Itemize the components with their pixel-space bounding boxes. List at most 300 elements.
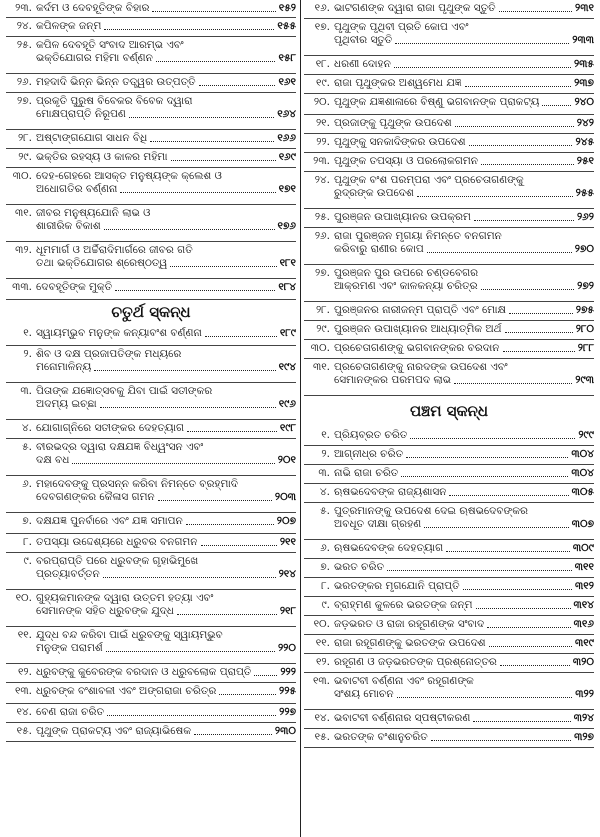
toc-entry-page-number: ୧୬୯	[278, 151, 296, 163]
toc-entry-title-line: ମନୁଙ୍କ ପରାମର୍ଶ	[36, 642, 103, 654]
toc-entry-page-number: ୨୪୫	[575, 136, 594, 148]
toc-entry[interactable]	[6, 723, 296, 742]
toc-entry-title-line: ଅବଧୂତ ଦୀକ୍ଷା ଗ୍ରହଣ	[334, 518, 422, 530]
dot-leader	[410, 438, 575, 439]
toc-entry-title-line: ରାଜା ପୁରଞ୍ଜନ ମୃଗୟା ନିମନ୍ତେ ବନଗମନ	[334, 230, 502, 242]
toc-entry-number: ୧୧.	[17, 629, 32, 641]
toc-entry-title-line: ଧୂମମାର୍ଗ ଓ ଅର୍ଚ୍ଚିରାଦିମାର୍ଗରେ ଜୀବର ଗତି	[36, 244, 193, 256]
toc-entry-page-number: ୧୬୬	[277, 132, 296, 144]
toc-entry-page-number: ୨୯୯	[578, 429, 594, 441]
toc-entry-number: ୨୭.	[315, 267, 330, 279]
toc-entry-number: ୩.	[20, 385, 32, 397]
toc-entry-page-number: ୩୧୨	[575, 580, 594, 592]
toc-entry-title-line: ଭବାଟବୀ ବର୍ଣ୍ଣନା ଏବଂ ରହୂଗଣଙ୍କ	[334, 675, 474, 687]
toc-entry-page-number: ୩୧୯	[575, 637, 594, 649]
toc-entry[interactable]	[304, 559, 594, 578]
toc-entry[interactable]	[6, 683, 296, 704]
toc-entry-number: ୧୧.	[315, 637, 330, 649]
toc-entry-number: ୮.	[321, 580, 330, 592]
toc-entry-title-line: ଶିବ ଓ ଦକ୍ଷ ପ୍ରଜାପତିଙ୍କ ମଧ୍ୟରେ	[36, 348, 182, 360]
toc-entry[interactable]	[304, 503, 594, 540]
dot-leader	[454, 383, 572, 384]
section-heading: ପଞ୍ଚମ ସ୍କନ୍ଧ	[409, 402, 489, 420]
toc-entry-page-number: ୨୯୩	[575, 374, 594, 386]
toc-entry-title-line: ଧ୍ରୁବଙ୍କୁ କୁବେରଙ୍କ ବରଦାନ ଓ ଧ୍ରୁବଲୋକ ପ୍ରାପ୍ତି	[36, 666, 252, 678]
toc-entry-title-line: ପ୍ରିୟବ୍ରତ ଚରିତ	[334, 429, 408, 441]
toc-entry-page-number: ୧୯୬	[278, 398, 296, 410]
toc-entry[interactable]	[304, 635, 594, 654]
toc-entry-page-number: ୩୦୫	[571, 486, 594, 498]
toc-entry[interactable]	[304, 673, 594, 710]
left-column	[6, 0, 296, 742]
dot-leader	[72, 463, 274, 464]
toc-entry-page-number: ୩୧୧	[574, 561, 594, 573]
toc-entry-title-line: ବେଣ ରାଜା ଚରିତ	[36, 706, 104, 718]
dot-leader	[476, 608, 571, 609]
dot-leader	[469, 145, 573, 146]
dot-leader	[152, 11, 275, 12]
dot-leader	[474, 220, 574, 221]
toc-entry-page-number: ୧୫୫	[277, 20, 296, 32]
toc-entry[interactable]	[6, 37, 296, 74]
toc-entry-page-number: ୨୧୧	[279, 536, 296, 548]
toc-entry-title-line: ଦକ୍ଷ ବଧ	[36, 454, 70, 466]
toc-entry-title-line: ପୁରଞ୍ଜନର ନାରୀଜନ୍ମ ପ୍ରାପ୍ତି ଏବଂ ମୋକ୍ଷ	[334, 304, 506, 316]
dot-leader	[171, 160, 276, 161]
toc-entry-title-line: ରାଜା ପୃଥୁଙ୍କର ଅଶ୍ୱମେଧ ଯଜ୍ଞ	[334, 77, 462, 89]
toc-entry-page-number: ୨୮୮	[577, 342, 594, 354]
toc-entry-page-number: ୨୪୦	[574, 96, 594, 108]
dot-leader	[509, 313, 573, 314]
toc-entry-title-line: ଆକ୍ରମଣ ଏବଂ କାଳକନ୍ୟା ଚରିତ୍ର	[334, 280, 478, 292]
toc-entry[interactable]	[6, 168, 296, 205]
toc-entry[interactable]	[304, 540, 594, 559]
section-heading: ଚତୁର୍ଥ ସ୍କନ୍ଧ	[111, 303, 191, 321]
toc-entry-page-number: ୧୯୪	[278, 361, 296, 373]
toc-entry-page-number: ୧୮୪	[278, 281, 296, 293]
toc-entry[interactable]	[6, 279, 296, 300]
toc-entry-number: ୧.	[321, 429, 330, 441]
toc-entry-number: ୨୯.	[18, 151, 32, 163]
toc-entry-page-number: ୩୧୬	[573, 618, 594, 630]
toc-entry-page-number: ୨୩୧	[575, 2, 594, 14]
toc-entry[interactable]	[6, 627, 296, 664]
toc-entry-title-line: ଋଷଭଦେବଙ୍କ ଦେହତ୍ୟାଗ	[334, 542, 444, 554]
toc-entry-page-number: ୨୭୫	[575, 304, 594, 316]
toc-entry[interactable]	[6, 476, 296, 513]
toc-entry-number: ୧.	[23, 327, 32, 339]
toc-entry-title-line: ଭରତ ଚରିତ	[334, 561, 384, 573]
toc-entry[interactable]	[304, 228, 594, 265]
toc-entry-title-line: ଭରତଙ୍କର ମୃଗଯୋନି ପ୍ରାପ୍ତି	[334, 580, 460, 592]
toc-entry[interactable]	[6, 149, 296, 168]
toc-entry-number: ୧୦.	[313, 618, 330, 630]
dot-leader	[199, 85, 276, 86]
dot-leader	[463, 589, 572, 590]
toc-entry-page-number: ୨୭୦	[574, 243, 594, 255]
toc-entry[interactable]	[304, 616, 594, 635]
toc-entry-page-number: ୩୦୪	[571, 448, 594, 460]
toc-entry-page-number: ୩୨୦	[572, 656, 594, 668]
toc-entry-title-line: ନାଭି ରାଜା ଚରିତ	[334, 467, 399, 479]
toc-entry-number: ୭.	[22, 515, 32, 527]
toc-entry[interactable]	[6, 383, 296, 420]
dot-leader	[489, 646, 572, 647]
toc-entry-number: ୫.	[22, 441, 32, 453]
toc-entry[interactable]	[6, 346, 296, 383]
toc-entry-number: ୩୨.	[15, 244, 32, 256]
dot-leader	[150, 141, 274, 142]
toc-entry[interactable]	[6, 130, 296, 149]
toc-entry-number: ୬.	[320, 542, 330, 554]
toc-entry-number: ୨.	[23, 348, 32, 360]
toc-entry-title-line: ଧରଣୀ ଦୋହନ	[334, 58, 391, 70]
toc-entry-number: ୧୫.	[314, 731, 330, 743]
dot-leader	[465, 86, 571, 87]
toc-entry-title-line: ପୃଥିବୀର ସ୍ତୁତି	[334, 34, 393, 46]
toc-entry-number: ୩୦.	[310, 342, 330, 354]
toc-entry[interactable]	[6, 74, 296, 93]
toc-entry-title-line: ଭବାଟବୀ ବର୍ଣ୍ଣନାର ସ୍ପଷ୍ଟୀକରଣ	[334, 712, 471, 724]
toc-entry-page-number: ୨୧୪	[278, 568, 296, 580]
toc-entry-number: ୨୨.	[316, 136, 330, 148]
toc-entry-number: ୨୦.	[313, 96, 330, 108]
dot-leader	[499, 11, 572, 12]
toc-entry-number: ୨୬.	[314, 230, 330, 242]
toc-entry-number: ୧୯.	[315, 77, 330, 89]
toc-entry[interactable]	[304, 265, 594, 302]
toc-entry[interactable]	[304, 578, 594, 597]
toc-entry-title-line: ପ୍ରତ୍ୟାବର୍ତ୍ତନ	[36, 568, 100, 580]
toc-entry-title-line: କର୍ଦମ ଓ ଦେବହୂତିଙ୍କ ବିହାର	[36, 2, 150, 14]
right-column	[304, 0, 594, 748]
dot-leader	[387, 570, 572, 571]
toc-entry-number: ୪.	[319, 486, 330, 498]
toc-entry-title-line: ଧ୍ରୁବଙ୍କ ବଂଶାବଳୀ ଏବଂ ଅଙ୍ଗରାଜା ଚରିତ୍ର	[36, 685, 217, 697]
toc-entry-page-number: ୨୩୭	[574, 77, 594, 89]
toc-entry-title-line: ଦେବଗଣଙ୍କର କୈଳାସ ଗମନ	[36, 491, 155, 503]
toc-entry-title-line: ପ୍ରଚେତାଗଣଙ୍କୁ ଭଗବାନଙ୍କର ବରଦାନ	[334, 342, 500, 354]
dot-leader	[170, 266, 276, 267]
toc-entry-page-number: ୩୦୪	[571, 467, 594, 479]
toc-entry-number: ୨୪.	[314, 174, 330, 186]
dot-leader	[424, 527, 569, 528]
toc-entry-page-number: ୨୨୨	[280, 666, 296, 678]
toc-entry-number: ୨୫.	[314, 211, 330, 223]
toc-entry-title-line: ପ୍ରଜାଙ୍କୁ ପୃଥୁଙ୍କ ଉପଦେଶ	[334, 117, 452, 129]
toc-entry-number: ୧୫.	[16, 725, 32, 737]
toc-entry-title-line: ପ୍ରକୃତି ପୁରୁଷ ବିବେକର ବିବେକ ଦ୍ୱାରା	[36, 95, 193, 107]
toc-entry-title-line: ଯୁଦ୍ଧ ବନ୍ଦ କରିବା ପାଇଁ ଧ୍ରୁବଙ୍କୁ ସ୍ୱାୟମ୍ଭୁବ	[36, 629, 223, 641]
toc-entry-page-number: ୨୦୧	[277, 454, 296, 466]
dot-leader	[177, 614, 277, 615]
dot-leader	[542, 105, 571, 106]
toc-entry-title-line: ଅଦମ୍ୟ ଇଚ୍ଛା	[36, 398, 97, 410]
toc-entry-number: ୨.	[321, 448, 330, 460]
toc-entry-number: ୪.	[21, 422, 32, 434]
dot-leader	[446, 551, 570, 552]
dot-leader	[156, 61, 276, 62]
toc-entry[interactable]	[304, 0, 594, 19]
toc-entry[interactable]	[6, 664, 296, 683]
toc-entry-page-number: ୩୨୨	[575, 688, 594, 700]
toc-entry-title-line: ମୋକ୍ଷପ୍ରାପ୍ତି ନିରୂପଣ	[36, 108, 126, 120]
toc-entry-title-line: ମନୋମାଳିନ୍ୟ	[36, 361, 92, 373]
toc-entry-page-number: ୧୯୮	[279, 422, 296, 434]
toc-entry-page-number: ୩୦୭	[571, 518, 594, 530]
toc-entry-title-line: ଜୀବର ମନୁଷ୍ୟଯୋନି ଲାଭ ଓ	[36, 207, 151, 219]
toc-entry[interactable]	[304, 115, 594, 134]
toc-entry[interactable]	[304, 302, 594, 321]
toc-entry[interactable]	[304, 19, 594, 56]
toc-entry-title-line: ମହଦାଦି ଭିନ୍ନ ଭିନ୍ନ ତତ୍ତ୍ୱର ଉତ୍ପତ୍ତି	[36, 76, 196, 88]
toc-entry-number: ୧୪.	[314, 712, 330, 724]
toc-entry-title-line: ଆଗ୍ନୀଧ୍ର ଚରିତ	[334, 448, 404, 460]
toc-entry-title-line: ଶାରୀରିକ ବିକାଶ	[36, 220, 101, 232]
dot-leader	[427, 252, 572, 253]
dot-leader	[187, 431, 277, 432]
dot-leader	[473, 721, 570, 722]
dot-leader	[397, 697, 573, 698]
dot-leader	[94, 370, 275, 371]
toc-entry[interactable]	[304, 340, 594, 359]
toc-entry[interactable]	[304, 172, 594, 209]
dot-leader	[481, 289, 575, 290]
toc-entry-number: ୩୩.	[12, 281, 32, 293]
toc-entry-number: ୬.	[22, 478, 32, 490]
toc-entry[interactable]	[6, 704, 296, 723]
toc-entry-title-line: ଅଧୋଗତିର ବର୍ଣ୍ଣନା	[36, 183, 118, 195]
toc-entry-page-number: ୨୦୩	[274, 491, 296, 503]
toc-entry[interactable]	[6, 590, 296, 627]
toc-entry-page-number: ୩୨୭	[574, 731, 594, 743]
toc-entry-number: ୨୬.	[16, 76, 32, 88]
toc-entry-number: ୧୨.	[17, 666, 32, 678]
toc-entry[interactable]	[6, 534, 296, 553]
toc-entry-title-line: ତଥା ଭକ୍ତିଯୋଗର ଶ୍ରେଷ୍ଠତ୍ୱ	[36, 257, 168, 269]
dot-leader	[449, 495, 568, 496]
toc-entry-number: ୨୮.	[315, 304, 330, 316]
toc-entry[interactable]	[304, 134, 594, 153]
toc-entry[interactable]	[304, 75, 594, 94]
dot-leader	[201, 545, 277, 546]
toc-entry-page-number: ୩୨୪	[573, 712, 594, 724]
toc-entry-page-number: ୨୮୦	[575, 323, 594, 335]
toc-entry-page-number: ୨୭୨	[577, 280, 594, 292]
toc-entry-title-line: ମହାଦେବଙ୍କୁ ପ୍ରସନ୍ନ କରିବା ନିମନ୍ତେ ବ୍ରହ୍ମାଦି	[36, 478, 239, 490]
toc-entry[interactable]	[6, 513, 296, 534]
toc-entry-title-line: ରହୂଗଣ ଓ ଜଡ଼ଭରତଙ୍କ ପ୍ରଶ୍ନୋତ୍ତର	[334, 656, 497, 668]
toc-entry-page-number: ୨୫୧	[576, 155, 594, 167]
toc-entry-title-line: ବ୍ରାହ୍ମଣ କୁଳରେ ଭରତଙ୍କ ଜନ୍ମ	[334, 599, 473, 611]
toc-entry-title-line: ଦେହ-ଗେହରେ ଆସକ୍ତ ମନୁଷ୍ୟଙ୍କ କ୍ଲେଶ ଓ	[36, 170, 222, 182]
toc-entry-title-line: ଅଷ୍ଟାଙ୍ଗଯୋଗ ସାଧନ ବିଧି	[36, 132, 148, 144]
toc-entry-number: ୫.	[320, 505, 330, 517]
dot-leader	[106, 651, 275, 652]
toc-entry[interactable]	[6, 420, 296, 439]
dot-leader	[503, 351, 575, 352]
toc-entry[interactable]	[6, 18, 296, 37]
toc-entry-page-number: ୨୨୭	[279, 706, 296, 718]
dot-leader	[129, 117, 274, 118]
toc-entry-title-line: ପିତାଙ୍କ ଯଜ୍ଞୋତ୍ସବକୁ ଯିବା ପାଇଁ ସତୀଙ୍କର	[36, 385, 213, 397]
toc-entry[interactable]	[6, 325, 296, 346]
toc-entry-title-line: ବରପ୍ରାପ୍ତି ପରେ ଧ୍ରୁବଙ୍କ ଗୃହାଭିମୁଖେ	[36, 555, 199, 567]
dot-leader	[401, 476, 568, 477]
toc-entry-title-line: ଭକ୍ତିର ରହସ୍ୟ ଓ କାଳର ମହିମା	[36, 151, 168, 163]
toc-entry-page-number: ୨୨୫	[278, 685, 296, 697]
toc-entry[interactable]	[304, 153, 594, 172]
dot-leader	[158, 500, 272, 501]
toc-entry-title-line: ଋଷଭଦେବଙ୍କ ରାଜ୍ୟଶାସନ	[334, 486, 447, 498]
toc-entry[interactable]	[304, 446, 594, 465]
toc-entry-title-line: ପୃଥୁଙ୍କ ଯଜ୍ଞଶାଳାରେ ବିଷ୍ଣୁ ଭଗବାନଙ୍କ ପ୍ରାକଟ୍ୟ	[334, 96, 540, 108]
toc-entry-number: ୯.	[321, 599, 330, 611]
toc-entry-number: ୧୮.	[315, 58, 330, 70]
toc-entry-title-line: ତପସ୍ୟା ଉଦ୍ଦେଶ୍ୟରେ ଧ୍ରୁବର ବନଗମନ	[36, 536, 198, 548]
toc-entry-title-line: ରୁଦ୍ରଙ୍କ ଉପଦେଶ	[334, 187, 414, 199]
dot-leader	[103, 577, 276, 578]
toc-entry-number: ୭.	[320, 561, 330, 573]
toc-entry-number: ୧୩.	[312, 675, 330, 687]
toc-entry-number: ୨୪.	[16, 20, 32, 32]
toc-entry[interactable]	[6, 93, 296, 130]
toc-entry-page-number: ୨୩୦	[274, 725, 296, 737]
toc-entry-title-line: ପୃଥୁଙ୍କୁ ସନକାଦିଙ୍କର ଉପଦେଶ	[334, 136, 466, 148]
dot-leader	[394, 67, 571, 68]
toc-entry-title-line: ପୁରଞ୍ଜନ ଉପାଖ୍ୟାନର ଉପକ୍ରମ	[334, 211, 471, 223]
toc-entry[interactable]	[304, 729, 594, 748]
toc-entry-title-line: ସ୍ୱାୟମ୍ଭୁବ ମନୁଙ୍କ କନ୍ୟାବଂଶ ବର୍ଣ୍ଣନା	[36, 327, 202, 339]
toc-entry[interactable]	[6, 553, 296, 590]
toc-entry[interactable]	[304, 465, 594, 484]
toc-entry-title-line: ଜଡ଼ଭରତ ଓ ରାଜା ରହୂଗଣଙ୍କ ସଂବାଦ	[334, 618, 485, 630]
toc-entry[interactable]	[304, 321, 594, 340]
toc-entry[interactable]	[6, 205, 296, 242]
toc-entry-number: ୧୩.	[14, 685, 32, 697]
toc-entry[interactable]	[304, 359, 594, 396]
toc-entry[interactable]	[304, 209, 594, 228]
toc-entry-page-number: ୧୭୬	[277, 220, 296, 232]
toc-entry-number: ୨୭.	[17, 95, 32, 107]
toc-entry-number: ୮.	[23, 536, 32, 548]
toc-entry-page-number: ୧୫୨	[278, 2, 296, 14]
toc-entry-page-number: ୨୩୩	[572, 34, 594, 46]
toc-entry-page-number: ୧୮୯	[279, 327, 296, 339]
toc-entry-number: ୩.	[318, 467, 330, 479]
toc-entry-title-line: କପିଳ ଦେବହୂତି ସଂବାଦ ଆରମ୍ଭ ଏବଂ	[36, 39, 184, 51]
toc-entry-title-line: ଭାଟଗଣଙ୍କ ଦ୍ୱାରା ରାଜା ପୃଥୁଙ୍କ ସ୍ତୁତି	[334, 2, 496, 14]
toc-entry-number: ୨୫.	[16, 39, 32, 51]
dot-leader	[487, 627, 570, 628]
toc-entry-number: ୨୧.	[315, 117, 330, 129]
dot-leader	[104, 29, 274, 30]
toc-entry-number: ୯.	[23, 555, 32, 567]
dot-leader	[455, 126, 574, 127]
toc-entry-number: ୨୩.	[15, 2, 32, 14]
dot-leader	[395, 43, 569, 44]
toc-entry[interactable]	[304, 597, 594, 616]
toc-entry-title-line: ପୁତ୍ରମାନଙ୍କୁ ଉପଦେଶ ଦେଇ ଋଷଭଦେବଙ୍କର	[334, 505, 528, 517]
toc-entry-number: ୧୭.	[314, 21, 330, 33]
toc-entry[interactable]	[6, 242, 296, 279]
toc-entry[interactable]	[304, 710, 594, 729]
toc-entry-title-line: ପୃଥୁଙ୍କ ପ୍ରାକଟ୍ୟ ଏବଂ ରାଜ୍ୟାଭିଷେକ	[36, 725, 192, 737]
toc-entry-number: ୧୨.	[315, 656, 330, 668]
column-divider	[300, 0, 301, 837]
toc-entry-title-line: ପୁରଞ୍ଜନ ଉପାଖ୍ୟାନର ଆଧ୍ୟାତ୍ମିକ ଅର୍ଥ	[334, 323, 502, 335]
toc-entry-title-line: ସେମାନଙ୍କର ପରମପଦ ଲାଭ	[334, 374, 452, 386]
dot-leader	[107, 715, 276, 716]
toc-entry-page-number: ୨୩୫	[573, 58, 594, 70]
dot-leader	[120, 192, 275, 193]
toc-entry[interactable]	[304, 94, 594, 115]
dot-leader	[205, 336, 277, 337]
dot-leader	[431, 740, 571, 741]
toc-entry-page-number: ୨୦୭	[276, 515, 296, 527]
toc-entry-title-line: ପୃଥୁଙ୍କ ପୃଥିବୀ ପ୍ରତି କୋପ ଏବଂ	[334, 21, 469, 33]
toc-entry-title-line: ବୀରଭଦ୍ର ଦ୍ୱାରା ଦକ୍ଷଯଜ୍ଞ ବିଧ୍ୱଂସନ ଏବଂ	[36, 441, 204, 453]
toc-entry-number: ୩୦.	[12, 170, 32, 182]
toc-entry-title-line: କରିବାରୁ ରାଣୀର କୋପ	[334, 243, 424, 255]
toc-entry-title-line: ଭକ୍ତିଯୋଗର ମହିମା ବର୍ଣ୍ଣନ	[36, 52, 153, 64]
dot-leader	[481, 164, 574, 165]
toc-entry-page-number: ୨୨୦	[277, 642, 296, 654]
toc-entry-title-line: ସେମାନଙ୍କ ସହିତ ଧ୍ରୁବଙ୍କ ଯୁଦ୍ଧ	[36, 605, 175, 617]
dot-leader	[406, 457, 568, 458]
toc-entry-number: ୨୮.	[17, 132, 32, 144]
toc-entry-page-number: ୧୫୮	[278, 52, 296, 64]
dot-leader	[254, 675, 277, 676]
dot-leader	[417, 196, 573, 197]
toc-entry-title-line: ପୃଥୁଙ୍କ ତପସ୍ୟା ଓ ପରଲୋକଗମନ	[334, 155, 478, 167]
toc-entry[interactable]	[6, 0, 296, 18]
toc-entry-page-number: ୩୦୯	[572, 542, 594, 554]
toc-entry-title-line: କପିଳଙ୍କ ଜନ୍ମ	[36, 20, 102, 32]
toc-entry-page-number: ୧୮୧	[279, 257, 296, 269]
dot-leader	[186, 524, 274, 525]
dot-leader	[100, 407, 276, 408]
toc-entry-page-number: ୧୬୧	[278, 76, 296, 88]
toc-entry[interactable]	[304, 56, 594, 75]
toc-entry-page-number: ୩୧୪	[573, 599, 594, 611]
toc-entry[interactable]	[304, 484, 594, 503]
toc-entry-number: ୨୯.	[316, 323, 330, 335]
dot-leader	[194, 734, 272, 735]
toc-entry-title-line: ଗୁହ୍ୟକମାନଙ୍କ ଦ୍ୱାରା ଉତ୍ତମ ହତ୍ୟା ଏବଂ	[36, 592, 214, 604]
dot-leader	[505, 332, 573, 333]
toc-entry-title-line: ପୃଥୁଙ୍କ ବଂଶ ପରମ୍ପରା ଏବଂ ପ୍ରଚେତାଗଣଙ୍କୁ	[334, 174, 524, 186]
toc-entry[interactable]	[304, 427, 594, 446]
toc-entry-title-line: ରାଜା ରହୂଗଣଙ୍କୁ ଭରତଙ୍କ ଉପଦେଶ	[334, 637, 486, 649]
dot-leader	[104, 229, 275, 230]
toc-entry-number: ୧୪.	[16, 706, 32, 718]
toc-entry-title-line: ଦେବହୂତିଙ୍କ ମୁକ୍ତି	[36, 281, 113, 293]
toc-entry-title-line: ପ୍ରଚେତାଗଣଙ୍କୁ ନାରଦଙ୍କ ଉପଦେଶ ଏବଂ	[334, 361, 508, 373]
toc-entry-number: ୩୧.	[312, 361, 330, 373]
toc-entry[interactable]	[304, 654, 594, 673]
toc-entry-title-line: ଭରତଙ୍କ ବଂଶାନୁଚରିତ	[334, 731, 428, 743]
toc-entry-number: ୨୩.	[313, 155, 330, 167]
toc-entry[interactable]	[6, 439, 296, 476]
toc-entry-number: ୧୦.	[15, 592, 32, 604]
toc-entry-page-number: ୧୭୧	[278, 183, 296, 195]
toc-entry-page-number: ୨୧୮	[279, 605, 296, 617]
toc-entry-title-line: ଯୋଗାଗ୍ନିରେ ସତୀଙ୍କର ଦେହତ୍ୟାଗ	[36, 422, 185, 434]
toc-entry-title-line: ଦକ୍ଷଯଜ୍ଞ ପୁନର୍ବାରେ ଏବଂ ଯଜ୍ଞ ସମାପନ	[36, 515, 183, 527]
dot-leader	[219, 694, 276, 695]
dot-leader	[115, 290, 275, 291]
